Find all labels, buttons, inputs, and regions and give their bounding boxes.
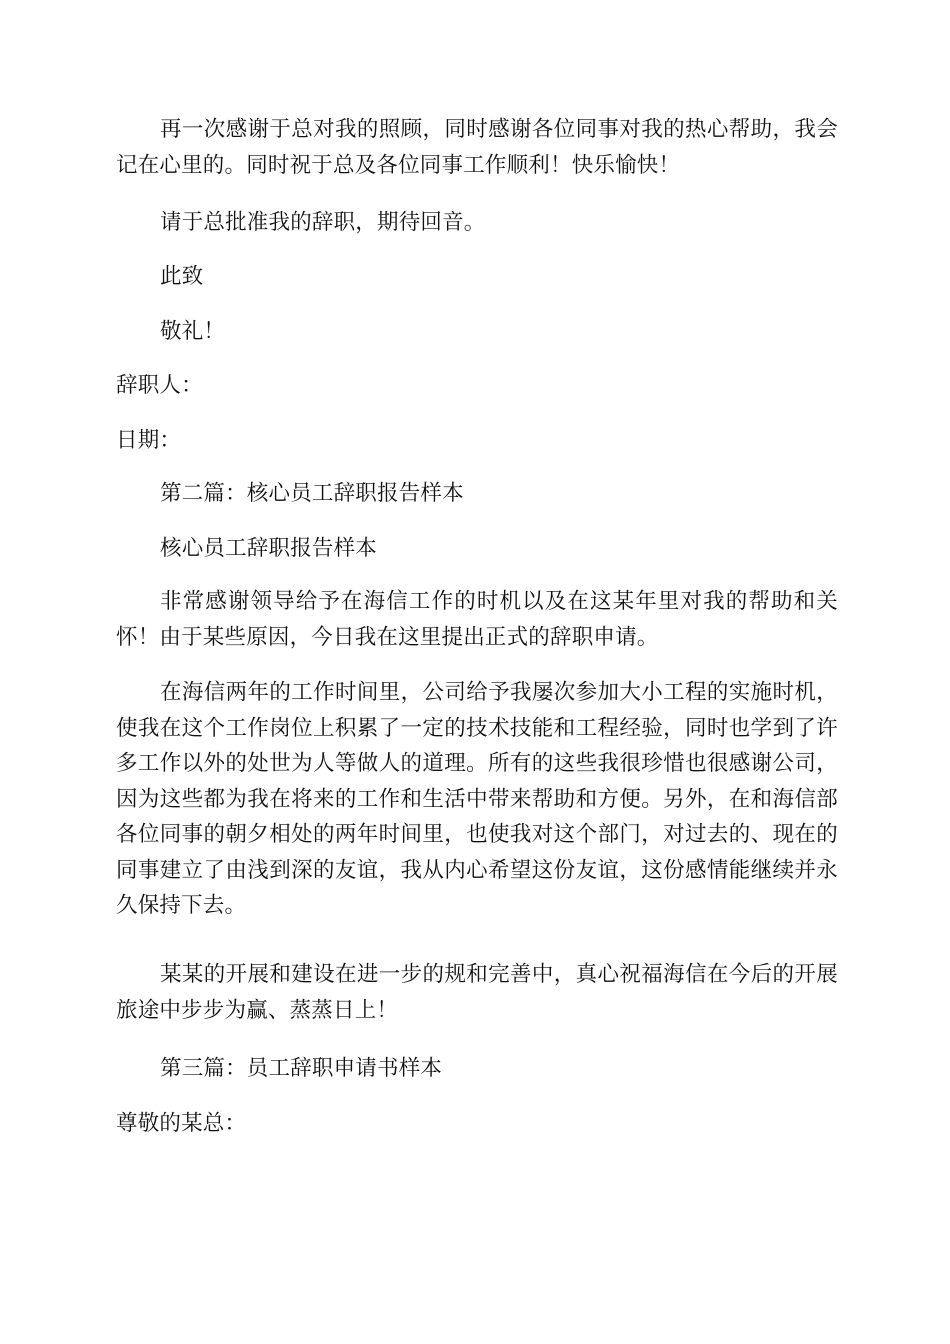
closing-thanks-paragraph: 再一次感谢于总对我的照顾，同时感谢各位同事对我的热心帮助，我会记在心里的。同时祝于总及各位同事工作顺利！快乐愉快！ — [116, 117, 838, 178]
document-subtitle: 核心员工辞职报告样本 — [160, 536, 378, 561]
wishes-paragraph: 某某的开展和建设在进一步的规和完善中，真心祝福海信在今后的开展旅途中步步为赢、蒸蒸日上！ — [116, 962, 838, 1023]
approval-request-paragraph: 请于总批准我的辞职，期待回音。 — [160, 210, 486, 235]
thanks-leadership-paragraph: 非常感谢领导给予在海信工作的时机以及在这某年里对我的帮助和关怀！由于某些原因，今日我在这里提出正式的辞职申请。 — [116, 589, 838, 650]
date-line: 日期： — [116, 428, 182, 453]
resigner-signature-line: 辞职人： — [116, 373, 203, 398]
section-heading-2: 第二篇：核心员工辞职报告样本 — [160, 481, 464, 506]
salutation-cizhi: 此致 — [160, 264, 204, 289]
letter-greeting: 尊敬的某总： — [116, 1111, 247, 1136]
section-heading-3: 第三篇：员工辞职申请书样本 — [160, 1056, 443, 1081]
salutation-jingli: 敬礼！ — [160, 319, 226, 344]
experience-paragraph: 在海信两年的工作时间里，公司给予我屡次参加大小工程的实施时机，使我在这个工作岗位上积累了一定的技术技能和工程经验，同时也学到了许多工作以外的处世为人等做人的道理。所有的这些我很珍惜也很感谢公司，因为这些都为我在将来的工作和生活中带来帮助和方便。另外，在和海信部各位同事的朝夕相处的两年时间里，也使我对这个部门，对过去的、现在的同事建立了由浅到深的友谊，我从内心希望这份友谊，这份感情能继续并永久保持下去。 — [116, 680, 838, 918]
